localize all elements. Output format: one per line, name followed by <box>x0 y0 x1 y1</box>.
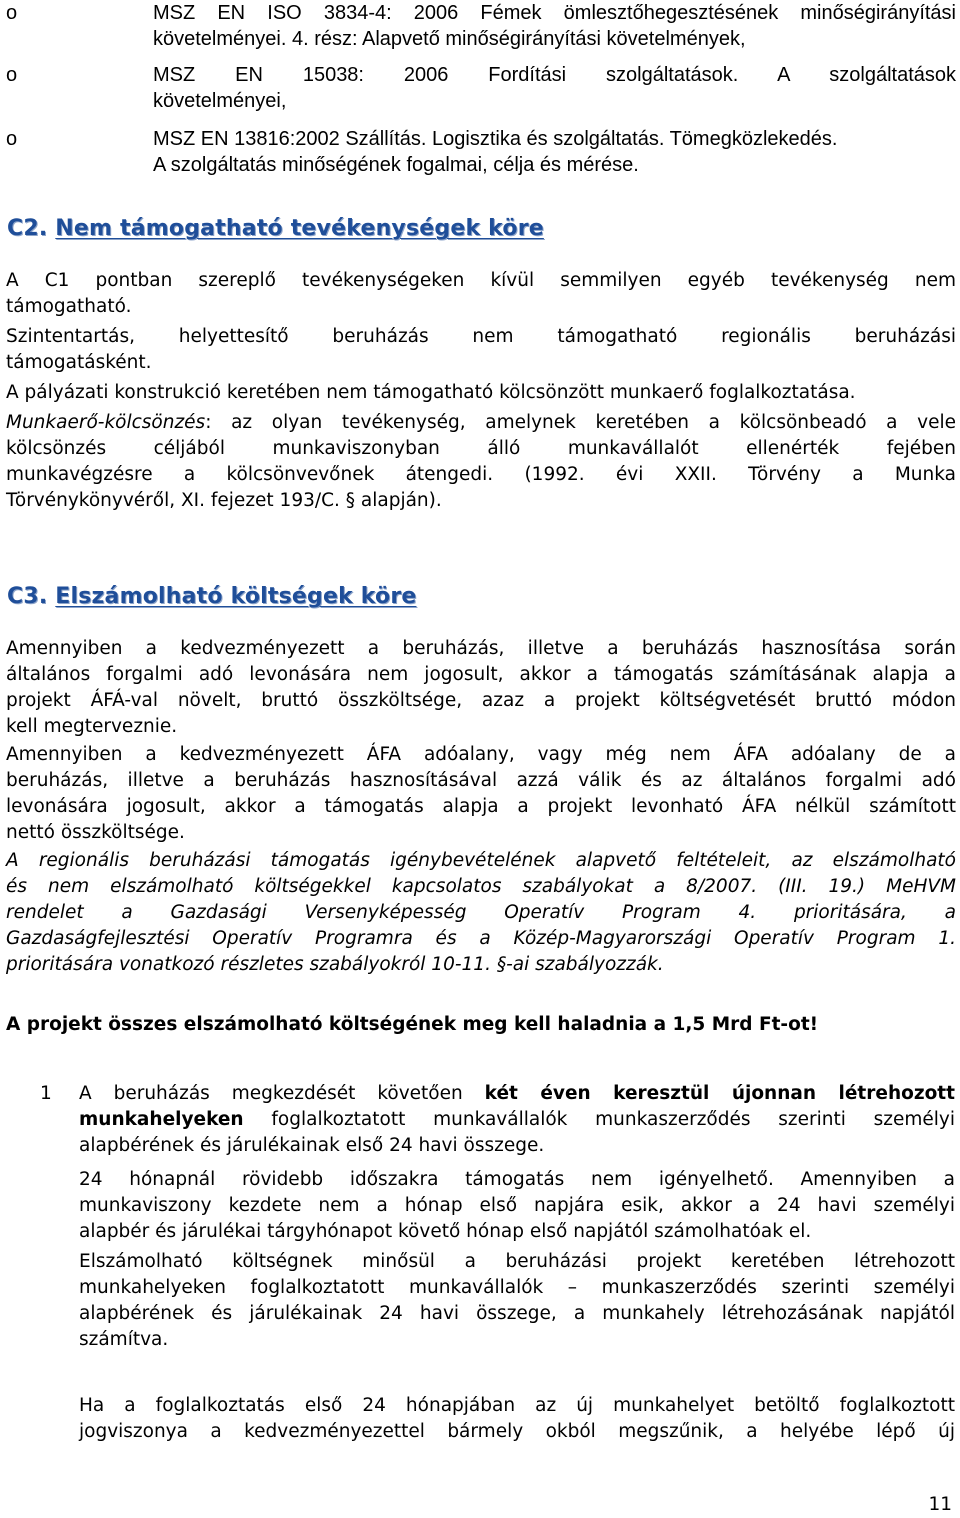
paragraph-line: támogatható. <box>6 296 132 317</box>
paragraph-line: Amennyiben a kedvezményezett a beruházás, illetve a beruházás hasznosítása során <box>6 638 956 659</box>
list-item <box>6 126 956 178</box>
paragraph-line: A regionális beruházási támogatás igénybevételének alapvető feltételeit, az elszámolható <box>6 850 956 871</box>
emphasis-text: munkahelyeken <box>79 1109 244 1130</box>
paragraph-line: általános forgalmi adó levonására nem jogosult, akkor a támogatás számításának alapja a <box>6 664 956 685</box>
list-item-line: MSZ EN ISO 3834-4: 2006 Fémek ömlesztőhegesztésének minőségirányítási <box>153 2 956 24</box>
paragraph-line: Elszámolható költségnek minősül a beruházási projekt keretében létrehozott <box>79 1251 955 1272</box>
list-item-line: MSZ EN 13816:2002 Szállítás. Logisztika és szolgáltatás. Tömegközlekedés. <box>153 128 838 150</box>
emphasis-text: két éven keresztül újonnan létrehozott <box>484 1083 955 1104</box>
list-item <box>6 62 956 114</box>
paragraph-line: kölcsönzés céljából munkaviszonyban álló munkavállalót ellenérték fejében <box>6 438 956 459</box>
paragraph <box>79 1393 955 1445</box>
section-title: Elszámolható költségek köre <box>55 584 417 609</box>
paragraph-line: Szintentartás, helyettesítő beruházás nem támogatható regionális beruházási <box>6 326 956 347</box>
paragraph-line: Amennyiben a kedvezményezett ÁFA adóalany, vagy még nem ÁFA adóalany de a <box>6 744 956 765</box>
paragraph-line: prioritására vonatkozó részletes szabályokról 10-11. §-ai szabályozzák. <box>6 954 664 975</box>
paragraph <box>6 324 956 376</box>
list-item <box>6 0 956 52</box>
paragraph-line: levonására jogosult, akkor a támogatás alapja a projekt levonható ÁFA nélkül számított <box>6 796 956 817</box>
paragraph-text: A beruházás megkezdését követően <box>79 1083 485 1104</box>
section-title: Nem támogatható tevékenységek köre <box>55 216 544 241</box>
paragraph <box>6 380 956 406</box>
paragraph <box>6 742 956 846</box>
paragraph-text: : az olyan tevékenység, amelynek keretében a kölcsönbeadó a vele <box>205 412 956 433</box>
paragraph-line: számítva. <box>79 1329 169 1350</box>
paragraph-line: rendelet a Gazdasági Versenyképesség Operatív Program 4. prioritására, a <box>6 902 956 923</box>
numbered-item <box>79 1081 955 1159</box>
paragraph-line: munkavégzésre a kölcsönvevőnek átengedi. (1992. évi XXII. Törvény a Munka <box>6 464 956 485</box>
list-item-line: A szolgáltatás minőségének fogalmai, célja és mérése. <box>153 154 639 176</box>
paragraph <box>6 636 956 740</box>
paragraph-line: alapbérének és járulékainak 24 havi összege, a munkahely létrehozásának napjától <box>79 1303 955 1324</box>
paragraph-line: kell megterveznie. <box>6 716 178 737</box>
paragraph-line: munkaviszony kezdete nem a hónap első napjára esik, akkor a 24 havi személyi <box>79 1195 955 1216</box>
list-item-line: követelményei, <box>153 90 287 112</box>
bullet-icon: o <box>6 128 18 150</box>
paragraph-line: Gazdaságfejlesztési Operatív Programra és a Közép-Magyarországi Operatív Program 1. <box>6 928 956 949</box>
paragraph-line: A pályázati konstrukció keretében nem támogatható kölcsönzött munkaerő foglalkoztatása. <box>6 382 856 403</box>
paragraph-line: nettó összköltsége. <box>6 822 185 843</box>
paragraph-line: alapbér és járulékai tárgyhónapot követő hónap első napjától számolhatóak el. <box>79 1221 812 1242</box>
paragraph-line: alapbérének és járulékainak első 24 havi összege. <box>79 1135 545 1156</box>
bullet-icon: o <box>6 2 18 24</box>
defined-term: Munkaerő-kölcsönzés <box>6 412 206 433</box>
paragraph-line: A projekt összes elszámolható költségének meg kell haladnia a 1,5 Mrd Ft-ot! <box>6 1014 819 1035</box>
paragraph-line: támogatásként. <box>6 352 152 373</box>
paragraph-line: Törvénykönyvéről, XI. fejezet 193/C. § alapján). <box>6 490 442 511</box>
paragraph-line: és nem elszámolható költségekkel kapcsolatos szabályokat a 8/2007. (III. 19.) MeHVM <box>6 876 956 897</box>
paragraph-line <box>79 1107 955 1133</box>
paragraph-line: munkahelyeken foglalkoztatott munkavállalók – munkaszerződés szerinti személyi <box>79 1277 955 1298</box>
paragraph-line <box>6 410 956 436</box>
paragraph <box>79 1249 955 1353</box>
item-number: 1 <box>40 1083 52 1104</box>
paragraph-bold <box>6 1012 956 1038</box>
list-item-line: követelményei. 4. rész: Alapvető minőségirányítási követelmények, <box>153 28 746 50</box>
section-code: C2. <box>7 216 48 241</box>
section-heading-c2 <box>7 215 544 243</box>
section-code: C3. <box>7 584 48 609</box>
paragraph <box>6 410 956 514</box>
paragraph-italic <box>6 848 956 978</box>
paragraph-line: jogviszonya a kedvezményezettel bármely okból megszűnik, a helyébe lépő új <box>79 1421 955 1442</box>
paragraph <box>79 1167 955 1245</box>
bullet-icon: o <box>6 64 18 86</box>
section-heading-c3 <box>7 583 416 611</box>
paragraph-line: A C1 pontban szereplő tevékenységeken kívül semmilyen egyéb tevékenység nem <box>6 270 956 291</box>
paragraph-line: Ha a foglalkoztatás első 24 hónapjában az új munkahelyet betöltő foglalkoztott <box>79 1395 955 1416</box>
paragraph-line: 24 hónapnál rövidebb időszakra támogatás nem igényelhető. Amennyiben a <box>79 1169 955 1190</box>
paragraph-line <box>79 1081 955 1107</box>
paragraph-line: beruházás, illetve a beruházás hasznosításával azzá válik és az általános forgalmi adó <box>6 770 956 791</box>
page-number: 11 <box>928 1494 952 1515</box>
paragraph-text: foglalkoztatott munkavállalók munkaszerződés szerinti személyi <box>243 1109 955 1130</box>
paragraph <box>6 268 956 320</box>
paragraph-line: projekt ÁFÁ-val növelt, bruttó összköltsége, azaz a projekt költségvetését bruttó módon <box>6 690 956 711</box>
list-item-line: MSZ EN 15038: 2006 Fordítási szolgáltatások. A szolgáltatások <box>153 64 956 86</box>
